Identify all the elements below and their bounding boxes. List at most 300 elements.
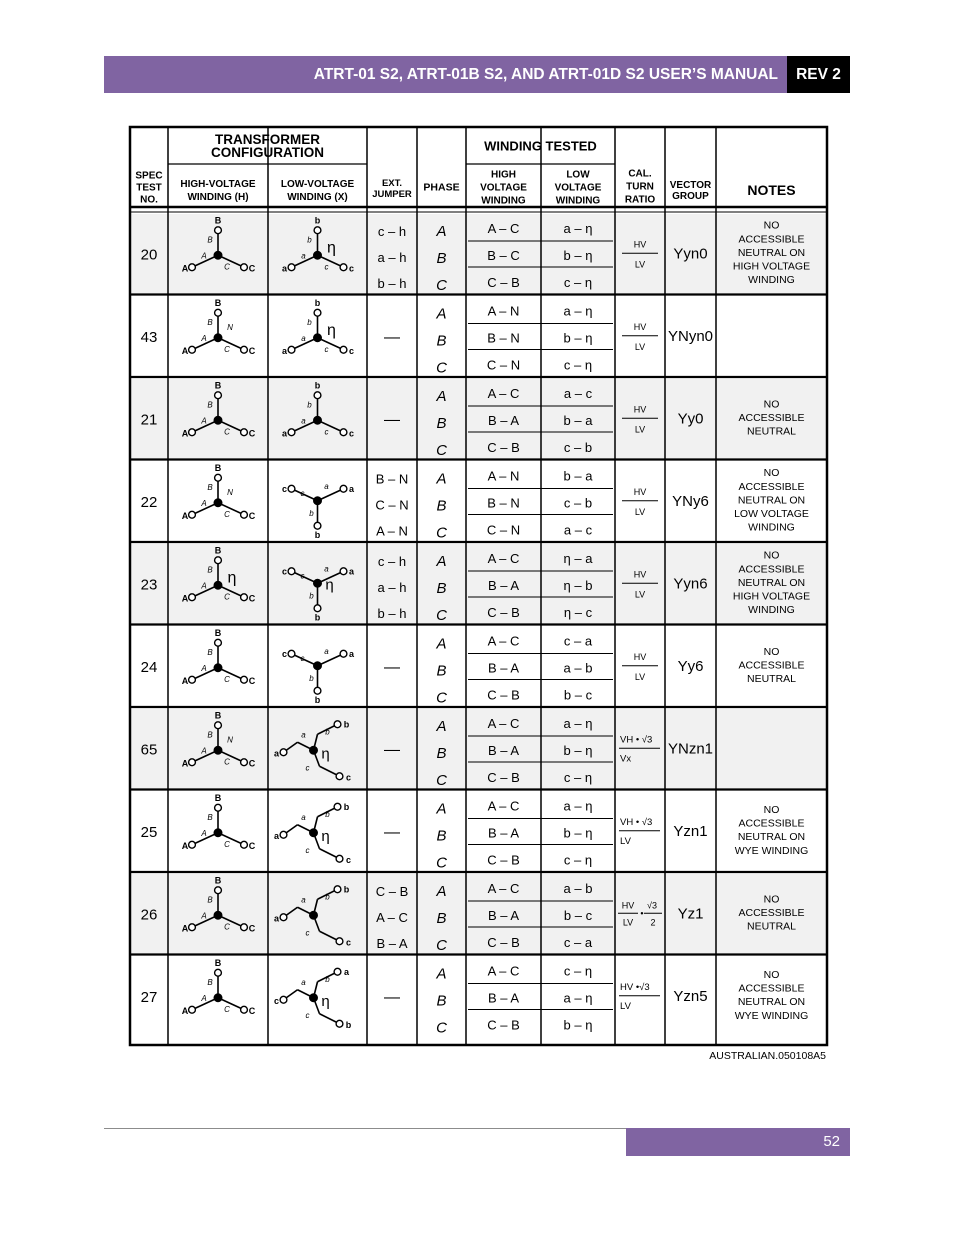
winding-label: C — [224, 839, 230, 849]
neutral-label: η — [227, 569, 237, 587]
header-revision: REV 2 — [787, 56, 850, 93]
header-low-voltage-winding: LOW — [566, 169, 590, 181]
notes-text: NEUTRAL ON — [737, 576, 806, 589]
page-number: 52 — [626, 1128, 850, 1156]
hv-winding-tested: C – B — [487, 605, 520, 620]
winding-label: c — [300, 653, 305, 663]
header-hv-winding: HIGH-VOLTAGE — [180, 179, 256, 190]
lv-winding-tested: b – a — [563, 468, 593, 484]
row-shade — [132, 214, 826, 294]
phase-label: B — [436, 580, 447, 597]
winding-label: b — [325, 727, 330, 737]
header-notes: NOTES — [747, 181, 796, 198]
notes-text: ACCESSIBLE — [738, 563, 805, 576]
terminal-label: a — [348, 483, 355, 494]
phase-label: C — [436, 442, 447, 459]
terminal-node — [241, 841, 248, 848]
ratio-numerator: √3 — [647, 900, 657, 911]
terminal-node — [280, 996, 287, 1003]
phase-label: B — [436, 910, 447, 927]
winding-label: a — [301, 416, 306, 426]
neutral-node — [310, 911, 318, 919]
notes-text: NO — [763, 467, 780, 480]
hv-winding-tested: A – N — [487, 468, 520, 484]
vector-group: Yzn5 — [673, 987, 708, 1005]
phase-label: B — [436, 497, 447, 515]
header-cal-turn-ratio: RATIO — [624, 194, 656, 206]
terminal-node — [340, 485, 347, 492]
terminal-node — [215, 227, 222, 234]
hv-winding-tested: A – N — [487, 303, 520, 319]
terminal-label: b — [345, 1019, 352, 1030]
winding-label: A — [201, 828, 207, 838]
ext-jumper: — — [384, 328, 400, 346]
hv-winding-tested: B – A — [487, 743, 520, 758]
winding-label: A — [201, 498, 207, 508]
ext-jumper: — — [384, 741, 400, 759]
winding-label: c — [324, 344, 329, 354]
terminal-label: c — [345, 854, 352, 865]
lv-winding-tested: a – η — [563, 798, 593, 814]
winding-label: C — [224, 1004, 230, 1014]
neutral-node — [314, 662, 322, 670]
notes-text: ACCESSIBLE — [738, 982, 805, 995]
terminal-label: b — [343, 719, 350, 730]
hv-winding-tested: A – C — [487, 633, 520, 649]
terminal-node — [280, 749, 287, 756]
terminal-label: A — [181, 428, 189, 439]
lv-winding-tested: η – b — [563, 578, 593, 593]
hv-winding-tested: A – C — [487, 221, 520, 236]
terminal-node — [189, 924, 196, 931]
phase-label: A — [436, 718, 447, 735]
terminal-label: B — [214, 627, 222, 638]
terminal-label: a — [348, 566, 355, 577]
phase-label: A — [436, 388, 447, 405]
winding-label: b — [309, 591, 314, 601]
phase-label: B — [436, 662, 447, 680]
header-lv-winding: WINDING (X) — [287, 192, 348, 203]
terminal-node — [215, 309, 222, 316]
ext-jumper: — — [384, 658, 400, 676]
terminal-node — [314, 227, 321, 234]
terminal-node — [340, 650, 347, 657]
winding-label: c — [300, 571, 305, 581]
terminal-label: b — [343, 801, 350, 812]
header-transformer-config: CONFIGURATION — [211, 145, 324, 161]
phase-label: C — [436, 607, 447, 624]
notes-text: ACCESSIBLE — [738, 411, 805, 424]
terminal-label: c — [348, 345, 355, 356]
winding-label: a — [301, 251, 306, 261]
terminal-label: A — [181, 1005, 189, 1016]
hv-winding-tested: C – N — [486, 522, 521, 538]
terminal-label: C — [248, 923, 256, 934]
hv-winding-tested: C – B — [487, 275, 520, 290]
winding-label: B — [207, 482, 213, 492]
terminal-node — [189, 841, 196, 848]
phase-label: A — [436, 965, 447, 983]
lv-winding-tested: a – η — [563, 990, 593, 1006]
winding-label: a — [301, 812, 306, 822]
terminal-label: B — [214, 462, 222, 473]
terminal-label: A — [181, 675, 189, 686]
neutral-node — [214, 334, 222, 342]
notes-text: LOW VOLTAGE — [734, 508, 809, 521]
winding-label: a — [301, 895, 306, 905]
notes-text: NO — [763, 549, 780, 562]
terminal-label: C — [248, 263, 256, 274]
terminal-node — [314, 687, 321, 694]
winding-label: B — [207, 565, 213, 575]
winding-label: B — [207, 977, 213, 987]
hv-winding-tested: A – C — [487, 716, 520, 731]
winding-label: c — [300, 488, 305, 498]
notes-text: HIGH VOLTAGE — [732, 260, 811, 273]
lv-winding-tested: c – a — [563, 935, 593, 950]
neutral-node — [314, 579, 322, 587]
ratio-numerator: HV — [633, 404, 647, 415]
drawing-code: AUSTRALIAN.050108A5 — [709, 1050, 826, 1062]
terminal-label: B — [214, 380, 222, 391]
header-high-voltage-winding: VOLTAGE — [480, 182, 527, 194]
lv-winding-tested: c – η — [563, 275, 593, 290]
neutral-node — [214, 994, 222, 1002]
lv-winding-tested: c – b — [563, 440, 593, 455]
terminal-node — [288, 346, 295, 353]
terminal-label: A — [181, 510, 189, 521]
winding-label: c — [324, 427, 329, 437]
terminal-node — [340, 264, 347, 271]
winding-label: a — [301, 977, 306, 987]
spec-test-no: 25 — [140, 823, 158, 841]
neutral-label: N — [227, 735, 233, 745]
ratio-numerator: HV — [633, 321, 647, 332]
winding-label: a — [301, 333, 306, 343]
notes-text: NO — [763, 893, 780, 906]
terminal-node — [189, 594, 196, 601]
neutral-node — [214, 251, 222, 259]
terminal-node — [241, 511, 248, 518]
notes-text: WINDING — [748, 604, 795, 617]
row-shade — [132, 874, 826, 954]
spec-test-no: 26 — [140, 906, 158, 924]
terminal-node — [189, 429, 196, 436]
winding-label: b — [309, 673, 314, 683]
terminal-label: B — [214, 792, 222, 803]
header-low-voltage-winding: VOLTAGE — [554, 182, 602, 194]
vector-group: YNzn1 — [667, 740, 714, 758]
terminal-node — [189, 676, 196, 683]
hv-winding-tested: A – C — [487, 881, 520, 896]
winding-label: a — [301, 730, 306, 740]
terminal-node — [241, 264, 248, 271]
neutral-node — [310, 746, 318, 754]
terminal-label: a — [273, 748, 280, 759]
winding-label: A — [201, 993, 207, 1003]
notes-text: NO — [763, 398, 780, 411]
terminal-label: c — [348, 428, 355, 439]
terminal-node — [241, 924, 248, 931]
terminal-node — [189, 1006, 196, 1013]
phase-label: A — [436, 470, 447, 488]
footer-rule — [104, 1128, 626, 1129]
hv-winding-tested: B – A — [487, 660, 520, 676]
vector-group: Yy0 — [677, 410, 704, 428]
spec-test-no: 21 — [140, 411, 158, 429]
lv-winding-tested: c – b — [563, 495, 593, 511]
lv-winding-tested: η – a — [563, 551, 593, 566]
notes-text: NEUTRAL — [746, 920, 797, 933]
winding-label: B — [207, 730, 213, 740]
row-shade — [132, 379, 826, 459]
hv-winding-tested: A – C — [487, 386, 520, 401]
terminal-node — [241, 429, 248, 436]
neutral-node — [214, 746, 222, 754]
neutral-node — [310, 829, 318, 837]
ratio-numerator: HV •√3 — [620, 981, 650, 993]
winding-label: B — [207, 317, 213, 327]
terminal-label: b — [314, 694, 321, 705]
terminal-label: c — [345, 772, 352, 783]
hv-winding-tested: B – C — [487, 248, 520, 263]
ext-jumper: A – C — [376, 910, 408, 925]
terminal-node — [336, 773, 343, 780]
terminal-node — [241, 594, 248, 601]
notes-text: NO — [763, 219, 780, 232]
notes-text: ACCESSIBLE — [738, 659, 805, 672]
lv-winding-tested: a – η — [563, 221, 593, 236]
phase-label: B — [436, 250, 447, 267]
terminal-label: A — [181, 345, 189, 356]
header-spec-test-no: TEST — [136, 182, 162, 194]
lv-winding-tested: b – η — [563, 248, 593, 263]
notes-text: HIGH VOLTAGE — [732, 590, 811, 603]
terminal-label: b — [314, 380, 321, 391]
header-high-voltage-winding: HIGH — [491, 169, 516, 181]
terminal-node — [288, 650, 295, 657]
terminal-node — [334, 721, 341, 728]
winding-label: B — [207, 812, 213, 822]
terminal-label: a — [281, 428, 288, 439]
lv-winding-tested: b – η — [563, 825, 593, 841]
terminal-label: B — [214, 710, 222, 721]
terminal-label: b — [343, 884, 350, 895]
spec-test-no: 23 — [140, 576, 158, 594]
notes-text: WINDING — [748, 521, 795, 534]
lv-winding-tested: η – c — [563, 605, 593, 620]
terminal-label: B — [214, 545, 222, 556]
hv-winding-tested: B – A — [487, 990, 520, 1006]
terminal-label: c — [345, 937, 352, 948]
winding-label: A — [201, 911, 207, 921]
terminal-node — [340, 568, 347, 575]
terminal-label: B — [214, 875, 222, 886]
terminal-node — [280, 914, 287, 921]
notes-text: WINDING — [748, 274, 795, 287]
terminal-label: A — [181, 758, 189, 769]
neutral-label: N — [227, 322, 233, 332]
hv-winding-tested: B – A — [487, 413, 520, 428]
terminal-node — [334, 886, 341, 893]
notes-text: WYE WINDING — [734, 1009, 809, 1022]
winding-label: b — [325, 974, 330, 984]
phase-label: A — [436, 883, 447, 900]
winding-label: b — [325, 809, 330, 819]
winding-label: C — [224, 509, 230, 519]
notes-text: NEUTRAL ON — [737, 831, 806, 844]
hv-winding-tested: A – C — [487, 963, 520, 979]
lv-winding-tested: b – c — [563, 687, 593, 703]
neutral-label: η — [321, 745, 330, 763]
phase-label: B — [436, 992, 447, 1010]
winding-label: c — [305, 928, 310, 938]
terminal-label: a — [281, 263, 288, 274]
terminal-label: A — [181, 923, 189, 934]
ext-jumper: c – h — [377, 554, 407, 569]
ext-jumper: c – h — [377, 224, 407, 239]
phase-label: B — [436, 415, 447, 432]
spec-test-no: 20 — [140, 246, 158, 264]
terminal-node — [340, 429, 347, 436]
terminal-node — [314, 522, 321, 529]
notes-text: NO — [763, 969, 780, 982]
terminal-node — [241, 676, 248, 683]
terminal-node — [280, 831, 287, 838]
terminal-node — [241, 759, 248, 766]
terminal-node — [288, 485, 295, 492]
terminal-label: A — [181, 263, 189, 274]
terminal-node — [215, 639, 222, 646]
terminal-node — [215, 887, 222, 894]
winding-label: B — [207, 895, 213, 905]
phase-label: B — [436, 745, 447, 762]
winding-label: C — [224, 674, 230, 684]
terminal-label: C — [248, 345, 256, 356]
terminal-label: a — [348, 648, 355, 659]
terminal-node — [189, 346, 196, 353]
header-low-voltage-winding: WINDING — [555, 195, 601, 207]
header-spec-test-no: SPEC — [135, 170, 163, 182]
spec-test-no: 27 — [140, 988, 158, 1006]
ratio-numerator: VH • √3 — [620, 734, 653, 746]
ratio-denominator: LV — [634, 589, 646, 600]
terminal-label: c — [281, 566, 288, 577]
terminal-label: b — [314, 529, 321, 540]
neutral-node — [214, 664, 222, 672]
terminal-node — [189, 264, 196, 271]
notes-text: ACCESSIBLE — [738, 233, 805, 246]
terminal-label: B — [214, 297, 222, 308]
ratio-denominator: LV — [620, 835, 631, 847]
terminal-label: C — [248, 1005, 256, 1016]
row-shade — [132, 709, 826, 789]
winding-label: c — [324, 262, 329, 272]
lv-winding-tested: a – b — [563, 881, 593, 896]
winding-label: C — [224, 344, 230, 354]
spec-test-no: 65 — [140, 741, 158, 759]
phase-label: C — [436, 854, 447, 872]
ratio-denominator: LV — [634, 259, 646, 270]
terminal-label: C — [248, 758, 256, 769]
terminal-label: B — [214, 215, 222, 226]
ext-jumper: — — [384, 988, 400, 1006]
winding-label: b — [309, 508, 314, 518]
lv-winding-tested: b – η — [563, 330, 593, 346]
neutral-label: η — [321, 992, 330, 1010]
neutral-node — [314, 251, 322, 259]
vector-group: Yz1 — [677, 905, 704, 923]
winding-label: C — [224, 262, 230, 272]
terminal-label: A — [181, 593, 189, 604]
terminal-node — [288, 429, 295, 436]
ratio-denominator: LV — [622, 917, 634, 928]
header-spec-test-no: NO. — [140, 194, 158, 206]
phase-label: C — [436, 277, 447, 294]
terminal-node — [215, 969, 222, 976]
ratio-numerator: HV — [633, 569, 647, 580]
vector-group: Yyn6 — [673, 575, 708, 593]
winding-label: C — [224, 922, 230, 932]
terminal-node — [215, 392, 222, 399]
notes-text: NEUTRAL ON — [737, 494, 806, 507]
ratio-denominator: LV — [634, 341, 646, 352]
neutral-label: η — [327, 239, 336, 257]
terminal-label: B — [214, 957, 222, 968]
terminal-node — [334, 803, 341, 810]
terminal-label: C — [248, 510, 256, 521]
neutral-label: N — [227, 487, 233, 497]
winding-label: A — [201, 416, 207, 426]
spec-test-no: 43 — [140, 328, 158, 346]
winding-label: A — [201, 251, 207, 261]
header-lv-winding: LOW-VOLTAGE — [280, 179, 355, 190]
ratio-numerator: HV — [621, 900, 635, 911]
neutral-label: η — [325, 576, 334, 594]
header-winding-tested: WINDING TESTED — [484, 138, 597, 154]
spec-test-no: 22 — [140, 493, 158, 511]
vector-group: Yyn0 — [673, 245, 708, 263]
terminal-node — [215, 722, 222, 729]
hv-winding-tested: C – N — [486, 357, 521, 373]
ext-jumper: b – h — [377, 276, 407, 291]
terminal-label: c — [273, 995, 280, 1006]
phase-label: C — [436, 524, 447, 542]
phase-label: C — [436, 1019, 447, 1037]
winding-label: b — [325, 892, 330, 902]
winding-label: A — [201, 746, 207, 756]
winding-label: a — [324, 481, 329, 491]
winding-label: a — [324, 646, 329, 656]
hv-winding-tested: B – A — [487, 578, 520, 593]
ext-jumper: — — [384, 411, 400, 429]
winding-label: c — [305, 845, 310, 855]
terminal-node — [336, 1020, 343, 1027]
neutral-node — [214, 829, 222, 837]
ratio-numerator: HV — [633, 239, 647, 250]
lv-winding-tested: c – η — [563, 357, 593, 373]
winding-label: A — [201, 581, 207, 591]
phase-label: C — [436, 689, 447, 707]
ratio-denominator: Vx — [620, 753, 632, 765]
notes-text: NO — [763, 645, 780, 658]
neutral-node — [214, 581, 222, 589]
terminal-label: C — [248, 840, 256, 851]
notes-text: NO — [763, 804, 780, 817]
terminal-node — [336, 938, 343, 945]
neutral-node — [214, 499, 222, 507]
terminal-label: b — [314, 297, 321, 308]
